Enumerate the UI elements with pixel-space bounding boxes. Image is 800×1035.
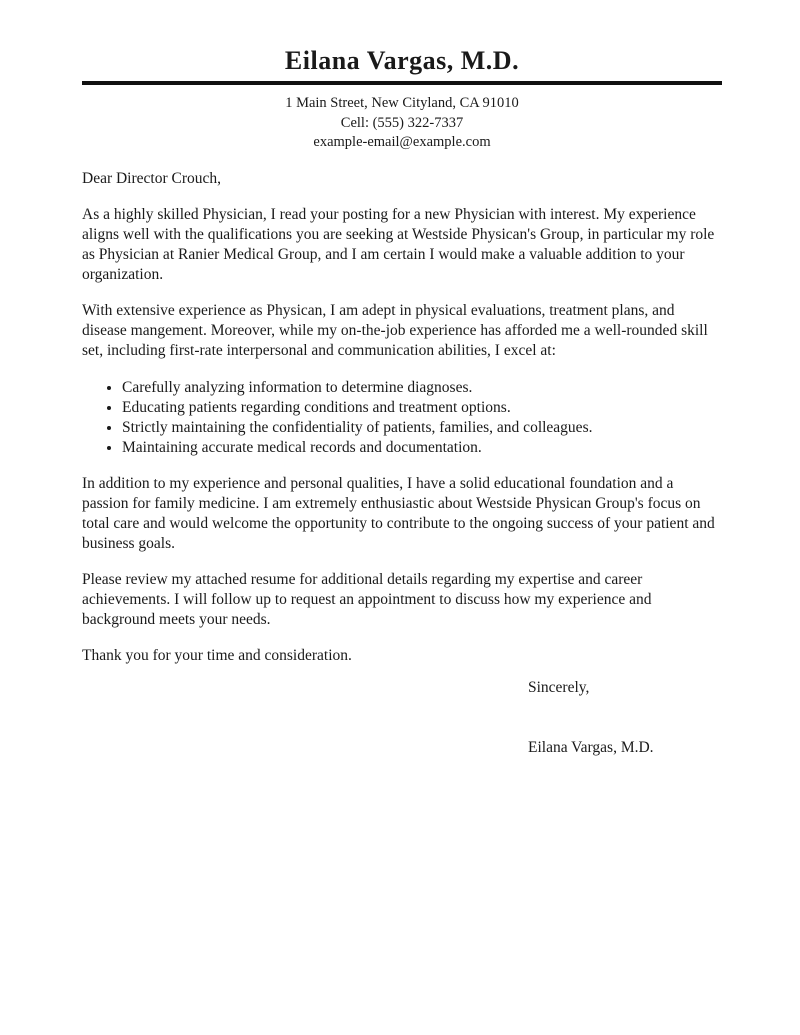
author-name-title: Eilana Vargas, M.D.: [284, 46, 520, 75]
salutation: Dear Director Crouch,: [82, 169, 222, 187]
body-paragraph-intro: As a highly skilled Physician, I read your posting for a new Physician with interest. My experience aligns well with the qualifications you are seeking at Westside Physican's Group, in particular my role as Physician at Ranier Medical Group, and I am certain I would make a valuable addition to your organization.: [82, 205, 715, 283]
signature-block: [528, 678, 722, 758]
header-double-rule: [82, 81, 722, 85]
contact-phone: Cell: (555) 322-7337: [340, 114, 464, 131]
thanks-line: Thank you for your time and consideration.: [82, 646, 352, 664]
bullet-item: • Strictly maintaining the confidentiality of patients, families, and colleagues.: [122, 418, 722, 438]
body-paragraph-education: In addition to my experience and personal qualities, I have a solid educational foundation and a passion for family medicine. I am extremely enthusiastic about Westside Physican Group's focus on total care and would welcome the opportunity to contribute to the ongoing success of your patient and business goals.: [82, 474, 715, 552]
valediction: Sincerely,: [528, 678, 590, 696]
bullet-item: • Carefully analyzing information to determine diagnoses.: [122, 378, 722, 398]
signature-name: Eilana Vargas, M.D.: [528, 738, 654, 756]
contact-block: [82, 94, 722, 153]
body-paragraph-followup: Please review my attached resume for additional details regarding my expertise and career achievements. I will follow up to request an appointment to discuss how my experience and background meets your needs.: [82, 570, 652, 628]
bullet-item: • Maintaining accurate medical records and documentation.: [122, 438, 722, 458]
body-paragraph-experience: With extensive experience as Physican, I am adept in physical evaluations, treatment plans, and disease mangement. Moreover, while my on-the-job experience has afforded me a well-rounded skill set, including first-rate interpersonal and communication abilities, I excel at:: [82, 301, 708, 359]
contact-address: 1 Main Street, New Cityland, CA 91010: [285, 95, 519, 111]
bullet-item: • Educating patients regarding conditions and treatment options.: [122, 398, 722, 418]
contact-email: example-email@example.com: [313, 134, 491, 150]
skills-bullet-list: [82, 378, 722, 458]
letter-body: [82, 169, 722, 758]
